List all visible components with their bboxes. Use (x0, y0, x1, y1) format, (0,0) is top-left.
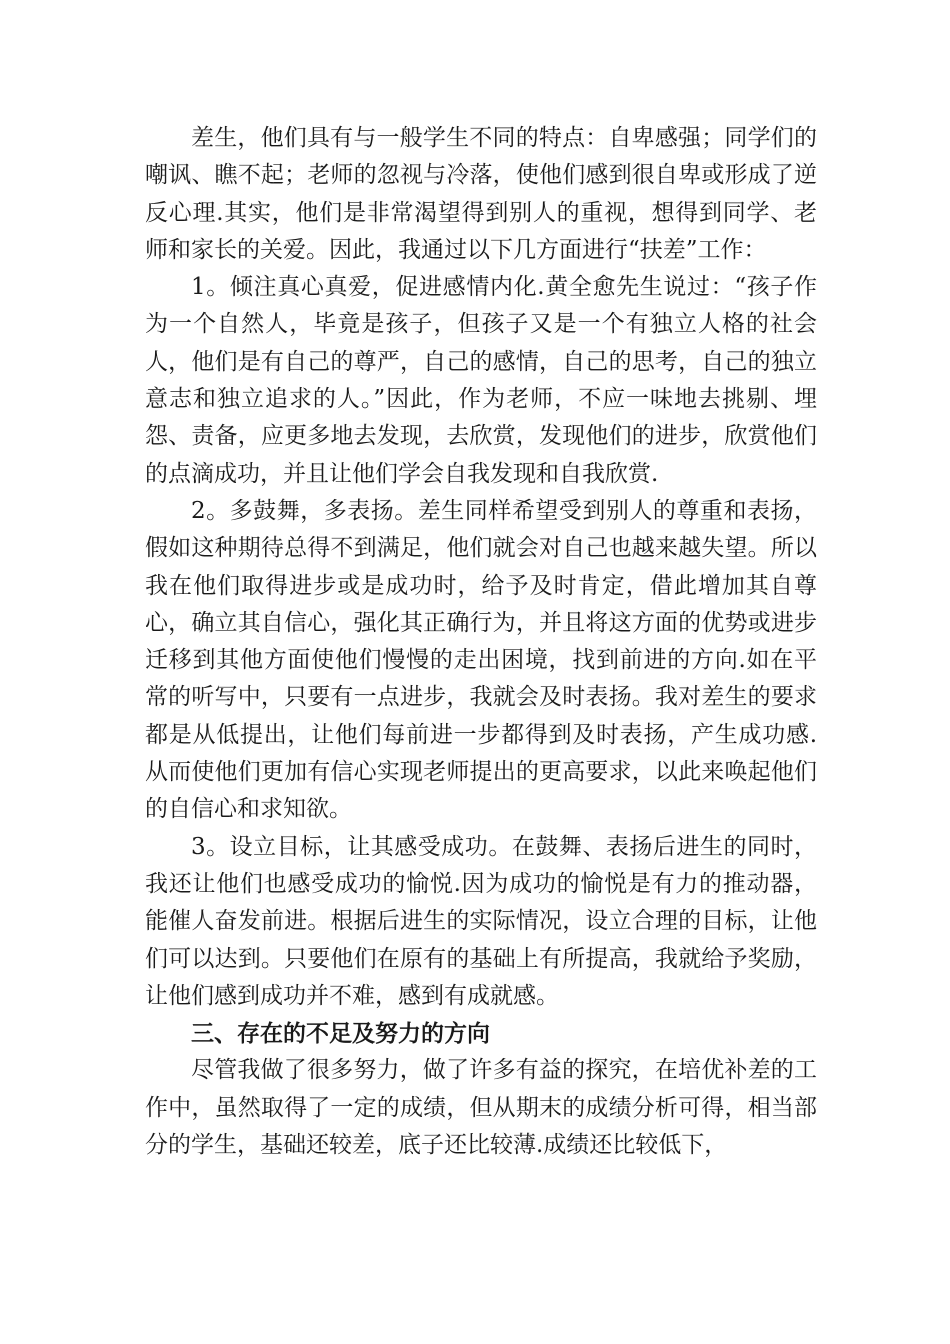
paragraph-point-2: 2。多鼓舞，多表扬。差生同样希望受到别人的尊重和表扬，假如这种期待总得不到满足，他们就会对自己也越来越失望。所以我在他们取得进步或是成功时，给予及时肯定，借此增加其自尊心，确立其自信心，强化其正确行为，并且将这方面的优势或进步迁移到其他方面使他们慢慢的走出困境，找到前进的方向.如在平常的听写中，只要有一点进步，我就会及时表扬。我对差生的要求都是从低提出，让他们每前进一步都得到及时表扬，产生成功感.从而使他们更加有信心实现老师提出的更高要求，以此来唤起他们的自信心和求知欲。 (145, 497, 817, 823)
paragraph-intro: 差生，他们具有与一般学生不同的特点：自卑感强；同学们的嘲讽、瞧不起；老师的忽视与冷落，使他们感到很自卑或形成了逆反心理.其实，他们是非常渴望得到别人的重视，想得到同学、老师和家长的关爱。因此，我通过以下几方面进行“扶差”工作： (145, 125, 817, 263)
document-body (145, 120, 817, 1164)
paragraph-point-1: 1。倾注真心真爱，促进感情内化.黄全愈先生说过：“孩子作为一个自然人，毕竟是孩子，但孩子又是一个有独立人格的社会人，他们是有自己的尊严，自己的感情，自己的思考，自己的独立意志和独立追求的人。”因此，作为老师，不应一味地去挑剔、埋怨、责备，应更多地去发现，去欣赏，发现他们的进步，欣赏他们的点滴成功，并且让他们学会自我发现和自我欣赏. (145, 274, 817, 487)
paragraph-point-3: 3。设立目标，让其感受成功。在鼓舞、表扬后进生的同时，我还让他们也感受成功的愉悦.因为成功的愉悦是有力的推动器，能催人奋发前进。根据后进生的实际情况，设立合理的目标，让他们可以达到。只要他们在原有的基础上有所提高，我就给予奖励，让他们感到成功并不难，感到有成就感。 (145, 833, 817, 1009)
paragraph-closing: 尽管我做了很多努力，做了许多有益的探究，在培优补差的工作中，虽然取得了一定的成绩，但从期末的成绩分析可得，相当部分的学生，基础还较差，底子还比较薄.成绩还比较低下， (145, 1057, 817, 1159)
section-heading: 三、存在的不足及努力的方向 (191, 1020, 490, 1048)
